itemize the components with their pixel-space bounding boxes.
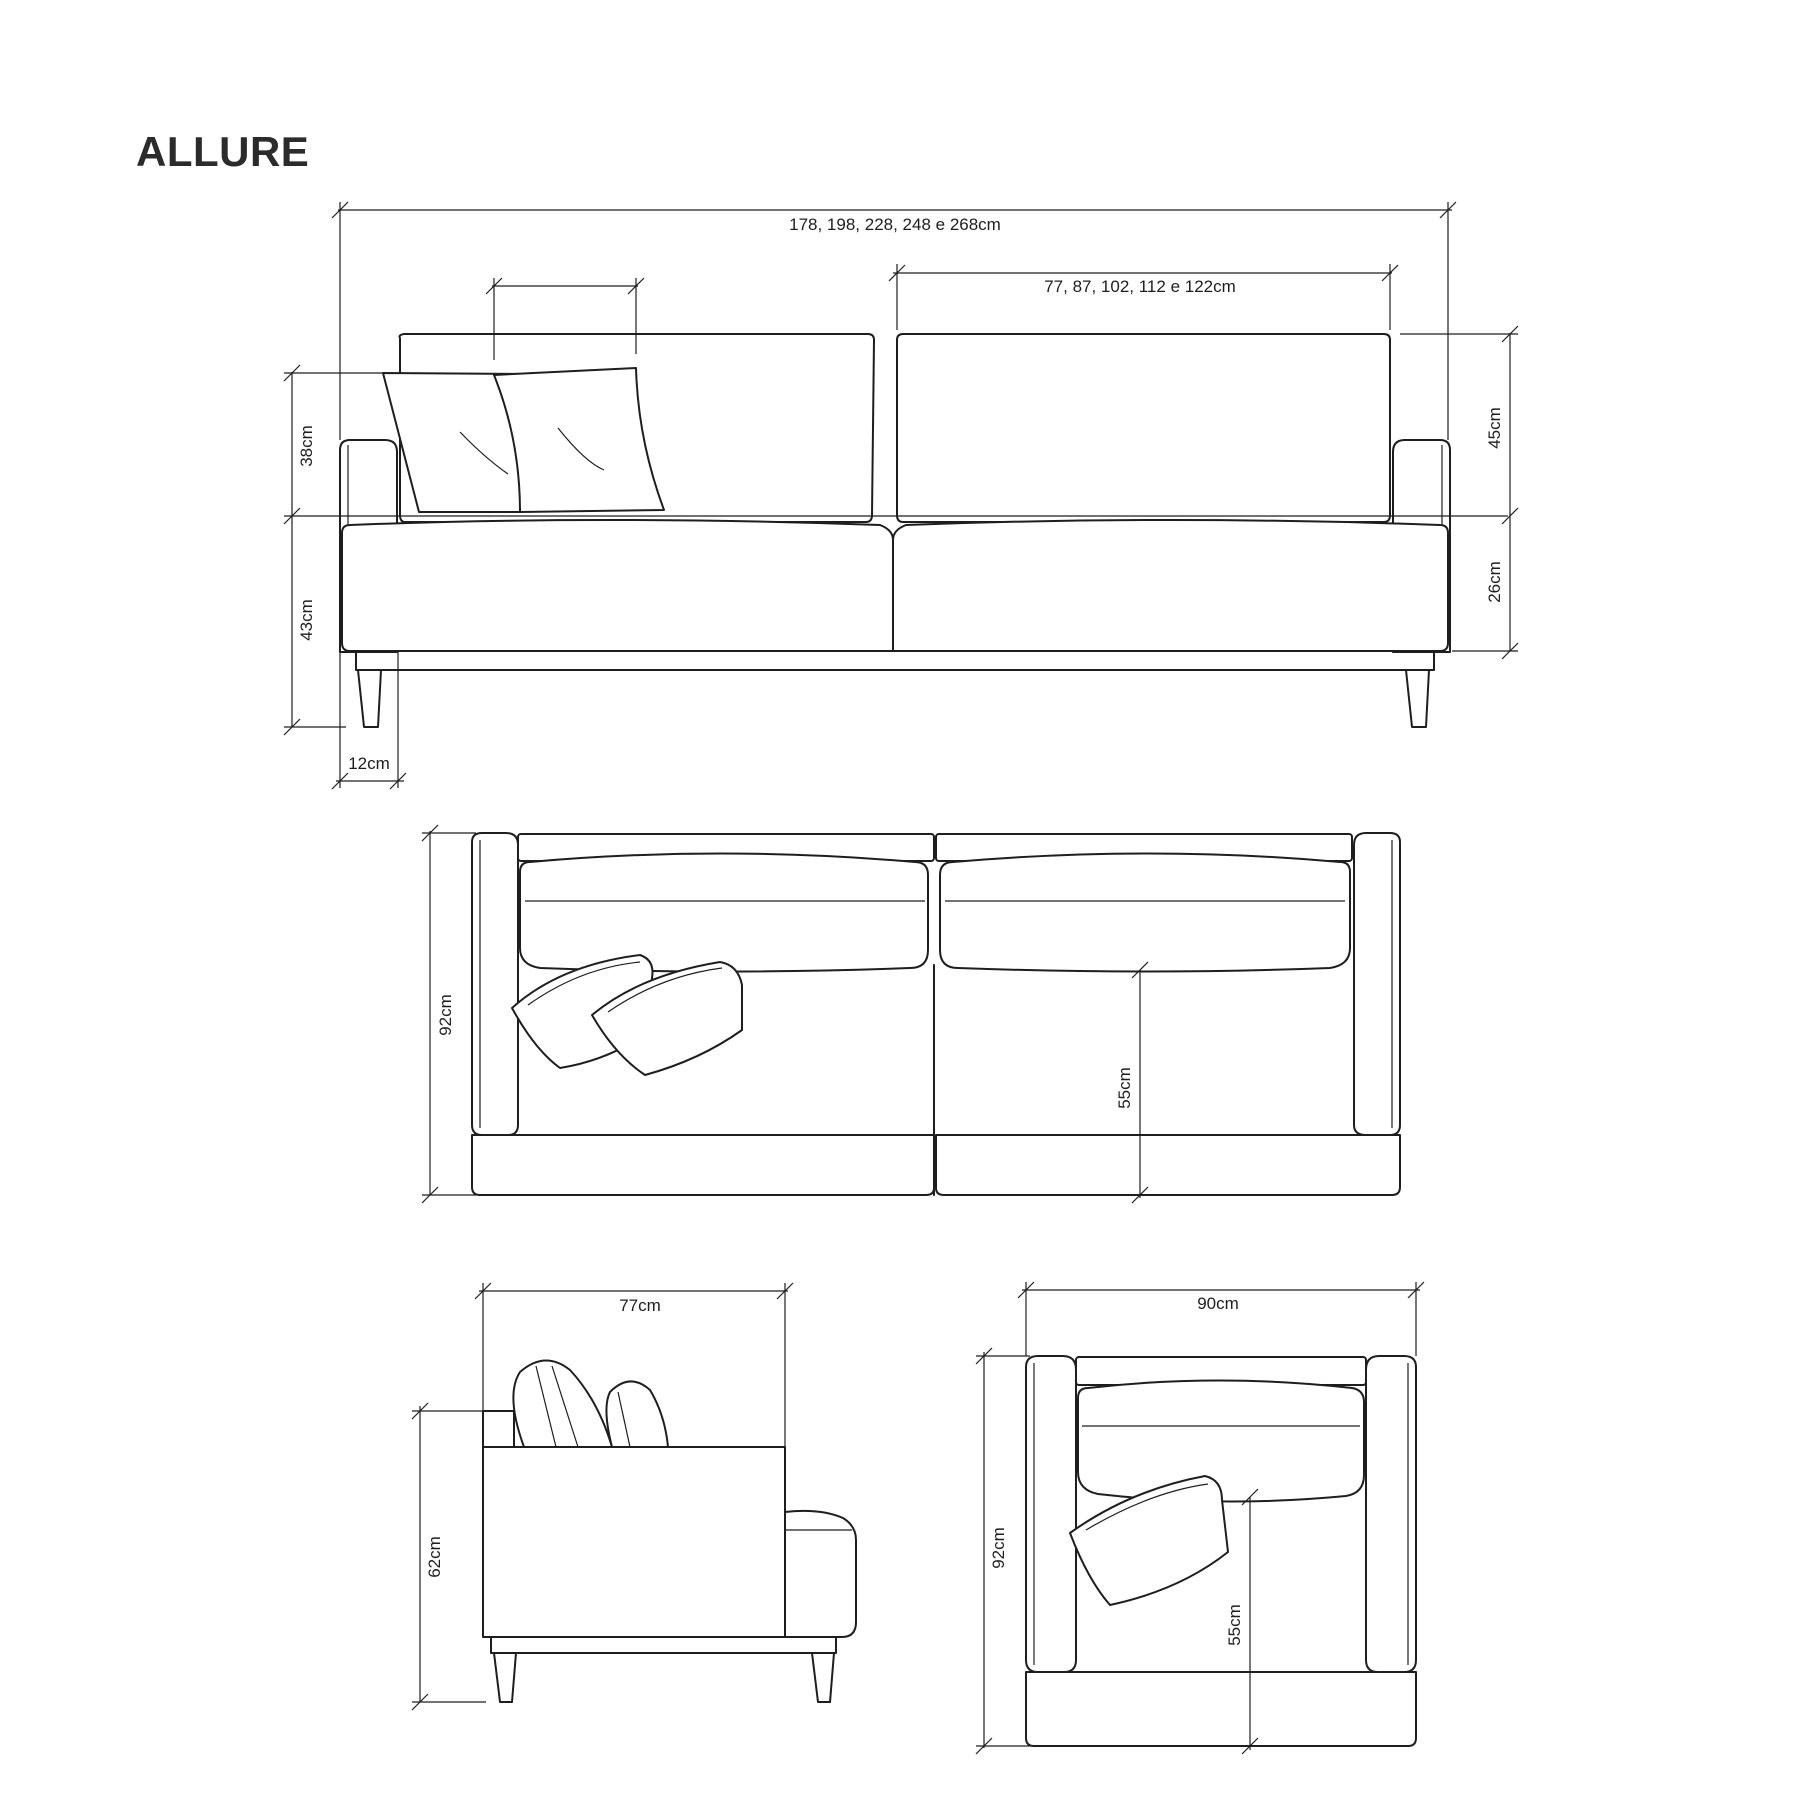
label-armchair-depth: 92cm bbox=[989, 1527, 1008, 1569]
top-seat-right bbox=[936, 1135, 1400, 1195]
armchair-seat bbox=[1026, 1672, 1416, 1746]
label-side-height: 62cm bbox=[425, 1536, 444, 1578]
label-back-cushion-height: 45cm bbox=[1485, 407, 1504, 449]
label-armchair-seat-depth: 55cm bbox=[1225, 1604, 1244, 1646]
label-armchair-width: 90cm bbox=[1197, 1294, 1239, 1313]
top-back-cushion-right bbox=[940, 854, 1350, 972]
armchair-back-cushion bbox=[1078, 1381, 1364, 1502]
side-back-rail bbox=[483, 1411, 514, 1447]
front-seat-cushion-left bbox=[342, 520, 893, 651]
label-total-width: 178, 198, 228, 248 e 268cm bbox=[789, 215, 1001, 234]
top-back-cushion-left bbox=[520, 854, 928, 972]
dim-top-seat-depth bbox=[1132, 962, 1148, 1203]
side-arm bbox=[483, 1447, 785, 1637]
front-leg-left bbox=[358, 670, 381, 727]
front-view bbox=[284, 202, 1518, 789]
side-leg-left bbox=[494, 1653, 516, 1702]
label-seat-width: 77, 87, 102, 112 e 122cm bbox=[1044, 277, 1236, 296]
front-base bbox=[356, 651, 1434, 670]
label-leg-offset: 12cm bbox=[348, 754, 390, 773]
armchair-pillow bbox=[1070, 1476, 1228, 1605]
armchair-top-view bbox=[976, 1282, 1424, 1754]
top-view bbox=[422, 825, 1400, 1203]
label-top-depth: 92cm bbox=[436, 994, 455, 1036]
dim-pillow-width bbox=[486, 278, 644, 360]
label-back-height: 38cm bbox=[297, 425, 316, 467]
label-top-seat-depth: 55cm bbox=[1115, 1067, 1134, 1109]
side-back-cushion-2 bbox=[606, 1381, 668, 1447]
label-seat-height: 43cm bbox=[297, 599, 316, 641]
front-seat-cushion-right bbox=[893, 520, 1448, 651]
front-back-cushion-right bbox=[897, 334, 1390, 522]
top-arm-left bbox=[472, 833, 518, 1135]
front-pillow-right bbox=[494, 368, 664, 512]
top-arm-right bbox=[1354, 833, 1400, 1135]
product-title: ALLURE bbox=[136, 128, 310, 175]
front-leg-right bbox=[1406, 670, 1429, 727]
dim-side-height bbox=[412, 1403, 486, 1710]
side-base bbox=[491, 1637, 836, 1653]
top-seat-left bbox=[472, 1135, 934, 1195]
dim-armchair-seat-depth bbox=[1242, 1489, 1258, 1754]
label-seat-cushion-height: 26cm bbox=[1485, 561, 1504, 603]
label-side-depth: 77cm bbox=[619, 1296, 661, 1315]
side-view bbox=[412, 1283, 856, 1710]
side-leg-right bbox=[812, 1653, 834, 1702]
side-back-cushion-1 bbox=[513, 1360, 612, 1447]
dim-seat-width bbox=[889, 264, 1398, 330]
